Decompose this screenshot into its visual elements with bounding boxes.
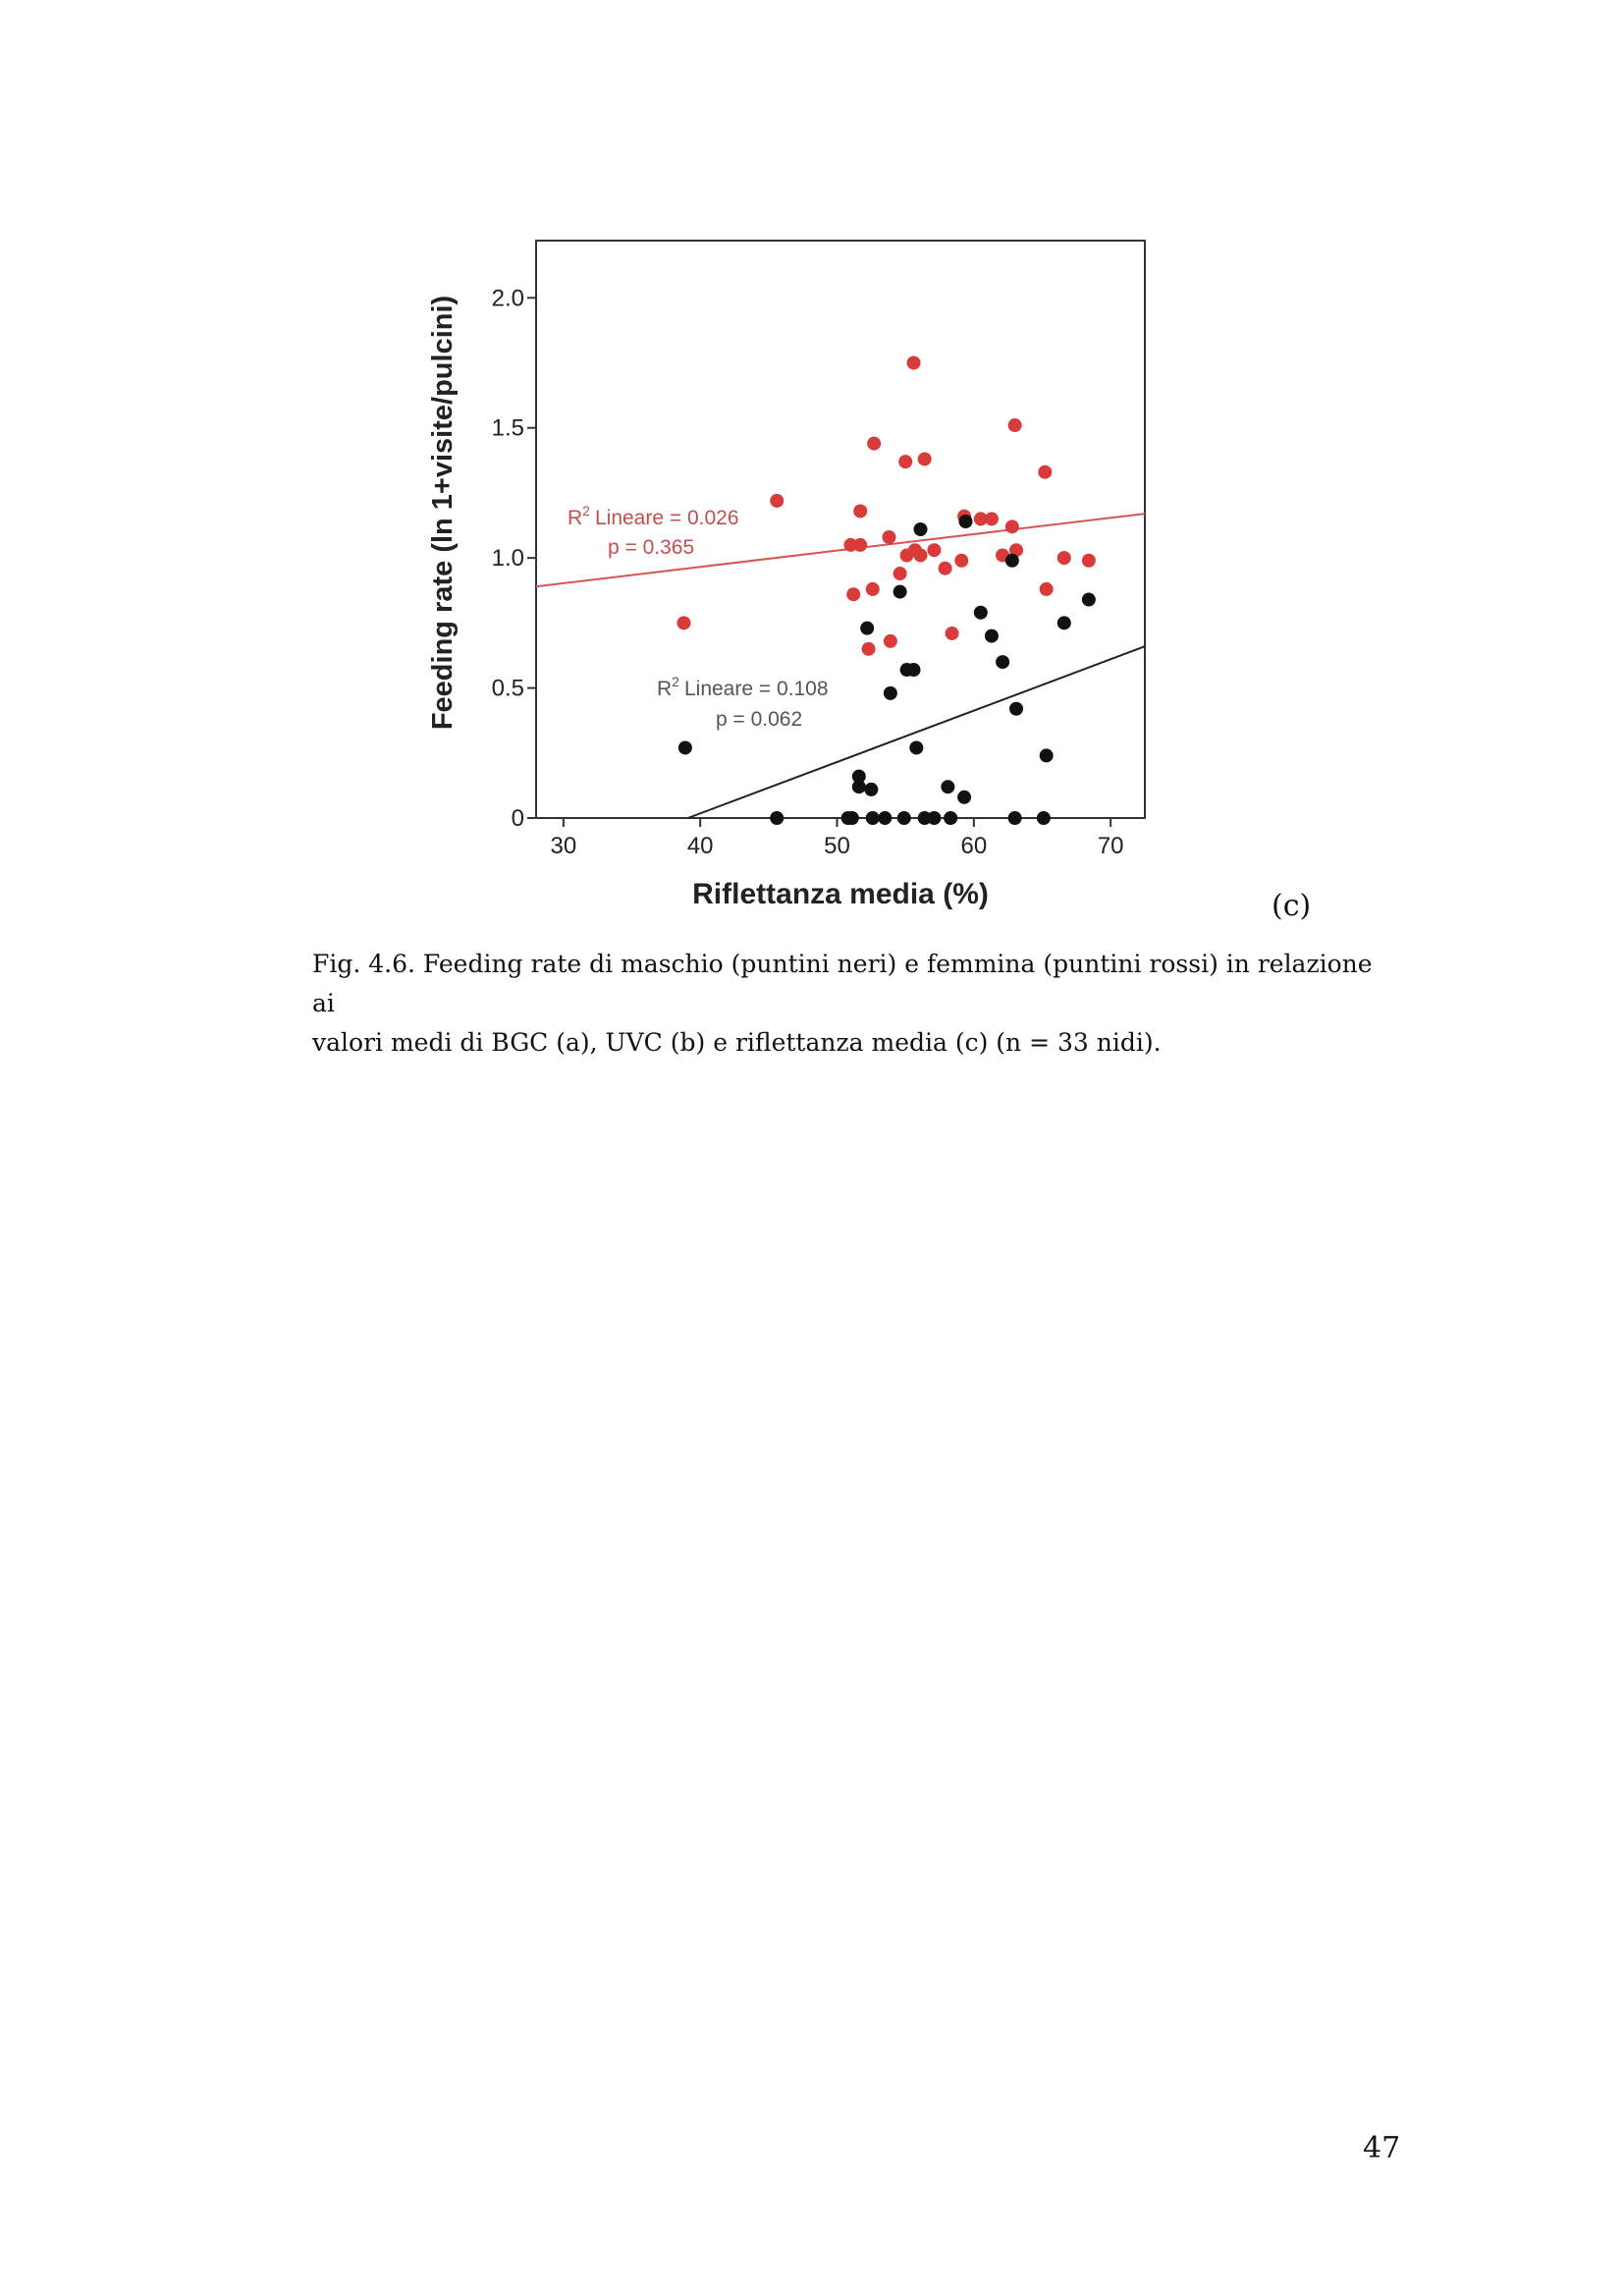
y-axis — [492, 285, 536, 832]
male-data-point — [893, 585, 907, 599]
x-tick-label: 60 — [960, 833, 988, 859]
female-data-point — [846, 587, 860, 601]
x-tick-label: 30 — [550, 833, 577, 859]
page-number: 47 — [1363, 2131, 1401, 2165]
male-r2-value: Lineare = 0.108 — [683, 678, 829, 700]
female-data-point — [1082, 554, 1096, 568]
male-data-point — [1008, 811, 1022, 825]
male-data-point — [914, 522, 928, 536]
male-data-point — [884, 686, 897, 700]
male-data-point — [860, 622, 874, 635]
male-data-point — [941, 780, 954, 793]
x-tick-label: 40 — [686, 833, 714, 859]
female-data-point — [1040, 582, 1054, 596]
male-p-annotation: p = 0.062 — [716, 708, 803, 731]
female-p-annotation: p = 0.365 — [608, 536, 695, 559]
male-data-point — [996, 655, 1009, 669]
female-data-point — [882, 530, 895, 544]
female-data-point — [862, 642, 876, 656]
female-r2-annotation — [568, 503, 739, 529]
r2-superscript: 2 — [672, 674, 679, 689]
male-data-point — [907, 663, 921, 677]
male-data-point — [845, 811, 859, 825]
r2-symbol: R — [657, 678, 673, 700]
female-data-point — [1057, 551, 1071, 565]
figure-caption — [312, 945, 1373, 1063]
female-data-point — [853, 504, 867, 518]
male-data-point — [985, 629, 999, 643]
male-data-point — [852, 780, 866, 793]
male-data-point — [909, 740, 923, 754]
female-data-point — [677, 616, 690, 629]
male-data-point — [878, 811, 892, 825]
female-data-point — [770, 494, 784, 508]
r2-symbol: R — [568, 507, 583, 529]
male-r2-annotation — [657, 674, 829, 700]
y-tick-label: 1.5 — [491, 414, 524, 442]
plot-frame — [536, 241, 1145, 818]
x-axis — [551, 818, 1124, 859]
male-data-point — [957, 791, 971, 804]
female-data-point — [898, 455, 912, 468]
female-data-point — [907, 355, 921, 369]
female-data-point — [1008, 418, 1022, 432]
female-r2-value: Lineare = 0.026 — [594, 507, 739, 529]
male-data-point — [1005, 554, 1019, 568]
male-data-point — [974, 606, 988, 620]
female-data-point — [866, 582, 880, 596]
male-data-point — [927, 811, 941, 825]
male-data-point — [958, 515, 972, 528]
female-data-point — [914, 548, 928, 562]
x-axis-label: Riflettanza media (%) — [692, 878, 989, 910]
male-data-point — [1040, 748, 1054, 762]
male-data-point — [866, 811, 880, 825]
female-data-point — [867, 437, 881, 451]
female-data-point — [1038, 465, 1052, 479]
male-data-point — [1082, 593, 1096, 607]
female-data-point — [985, 512, 999, 525]
male-data-point — [864, 783, 878, 796]
female-data-point — [918, 452, 932, 465]
female-data-point — [1005, 519, 1019, 533]
panel-label: (c) — [1272, 889, 1312, 923]
y-tick-label: 0.5 — [491, 675, 524, 702]
female-data-point — [946, 627, 959, 640]
male-data-point — [770, 811, 784, 825]
male-data-point — [1037, 811, 1051, 825]
scatter-chart — [0, 0, 1624, 943]
female-data-point — [954, 554, 968, 568]
female-data-point — [884, 634, 897, 648]
y-tick-label: 0 — [511, 805, 524, 832]
data-points — [677, 355, 1095, 825]
male-data-point — [897, 811, 911, 825]
female-data-point — [893, 567, 907, 580]
y-tick-label: 2.0 — [491, 285, 524, 312]
female-data-point — [927, 543, 941, 557]
male-data-point — [1057, 616, 1071, 629]
r2-superscript: 2 — [582, 503, 590, 519]
y-tick-label: 1.0 — [491, 545, 524, 573]
female-data-point — [853, 538, 867, 552]
y-axis-label: Feeding rate (ln 1+visite/pulcini) — [427, 295, 459, 731]
x-tick-label: 50 — [824, 833, 850, 859]
male-data-point — [678, 740, 692, 754]
male-data-point — [1009, 702, 1023, 716]
regression-lines — [536, 514, 1145, 818]
male-data-point — [944, 811, 957, 825]
caption-line: Fig. 4.6. Feeding rate di maschio (puntini neri) e femmina (puntini rossi) in relazione ai — [312, 950, 1373, 1017]
caption-line: valori medi di BGC (a), UVC (b) e riflettanza media (c) (n = 33 nidi). — [312, 1028, 1162, 1057]
female-data-point — [939, 562, 952, 575]
x-tick-label: 70 — [1097, 833, 1124, 859]
